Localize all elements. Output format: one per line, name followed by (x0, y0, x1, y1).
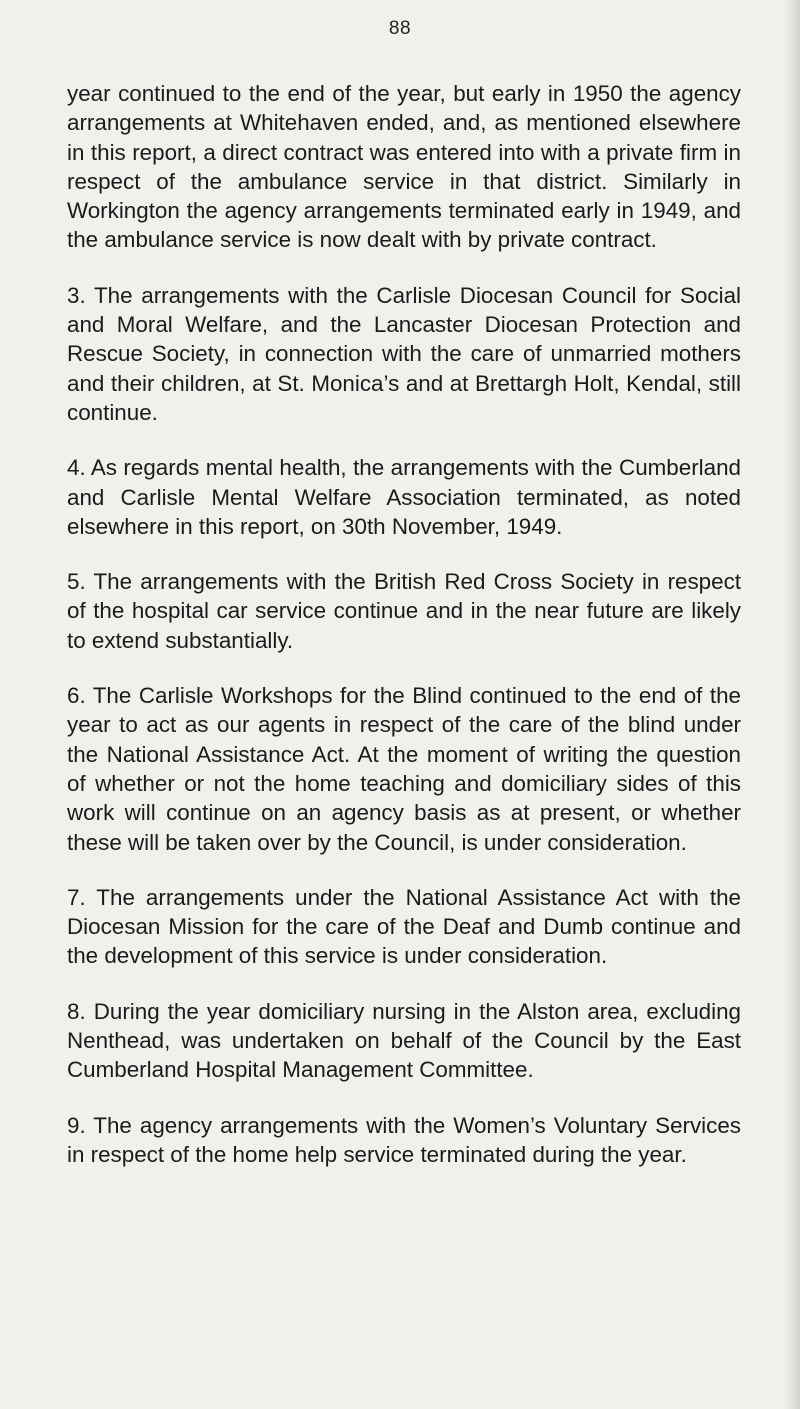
paragraph-item-4: 4. As regards mental health, the arrangements with the Cumberland and Carlisle Mental Welfare Association terminated, as noted elsewhere in this report, on 30th November, 1949. (67, 455, 741, 539)
paragraph-continuation: year continued to the end of the year, but early in 1950 the agency arrangements at Whitehaven ended, and, as mentioned elsewhere in this report, a direct contract was entered into with a private firm in respect of the ambulance service in that district. Similarly in Workington the agency arrangements terminated early in 1949, and the ambulance service is now dealt with by private contract. (67, 81, 741, 253)
paragraph-item-6: 6. The Carlisle Workshops for the Blind continued to the end of the year to act as our agents in respect of the care of the blind under the National Assistance Act. At the moment of writing the question of whether or not the home teaching and domiciliary sides of this work will continue on an agency basis as at present, or whether these will be taken over by the Council, is under consideration. (67, 683, 741, 855)
page-edge-shadow (782, 0, 800, 1409)
paragraph-item-3: 3. The arrangements with the Carlisle Diocesan Council for Social and Moral Welfare, and the Lancaster Diocesan Protection and Rescue Society, in connection with the care of unmarried mothers and their children, at St. Monica’s and at Brettargh Holt, Kendal, still continue. (67, 282, 741, 425)
paragraph-item-8: 8. During the year domiciliary nursing in the Alston area, excluding Nenthead, was undertaken on behalf of the Council by the East Cumberland Hospital Management Committee. (67, 998, 741, 1083)
body-text (67, 79, 741, 1195)
page-number: 88 (388, 18, 412, 39)
paragraph-item-5: 5. The arrangements with the British Red Cross Society in respect of the hospital car service continue and in the near future are likely to extend substantially. (67, 569, 741, 653)
paragraph-item-9: 9. The agency arrangements with the Women’s Voluntary Services in respect of the home help service terminated during the year. (67, 1112, 741, 1167)
paragraph-item-7: 7. The arrangements under the National Assistance Act with the Diocesan Mission for the care of the Deaf and Dumb continue and the development of this service is under consideration. (67, 884, 741, 969)
